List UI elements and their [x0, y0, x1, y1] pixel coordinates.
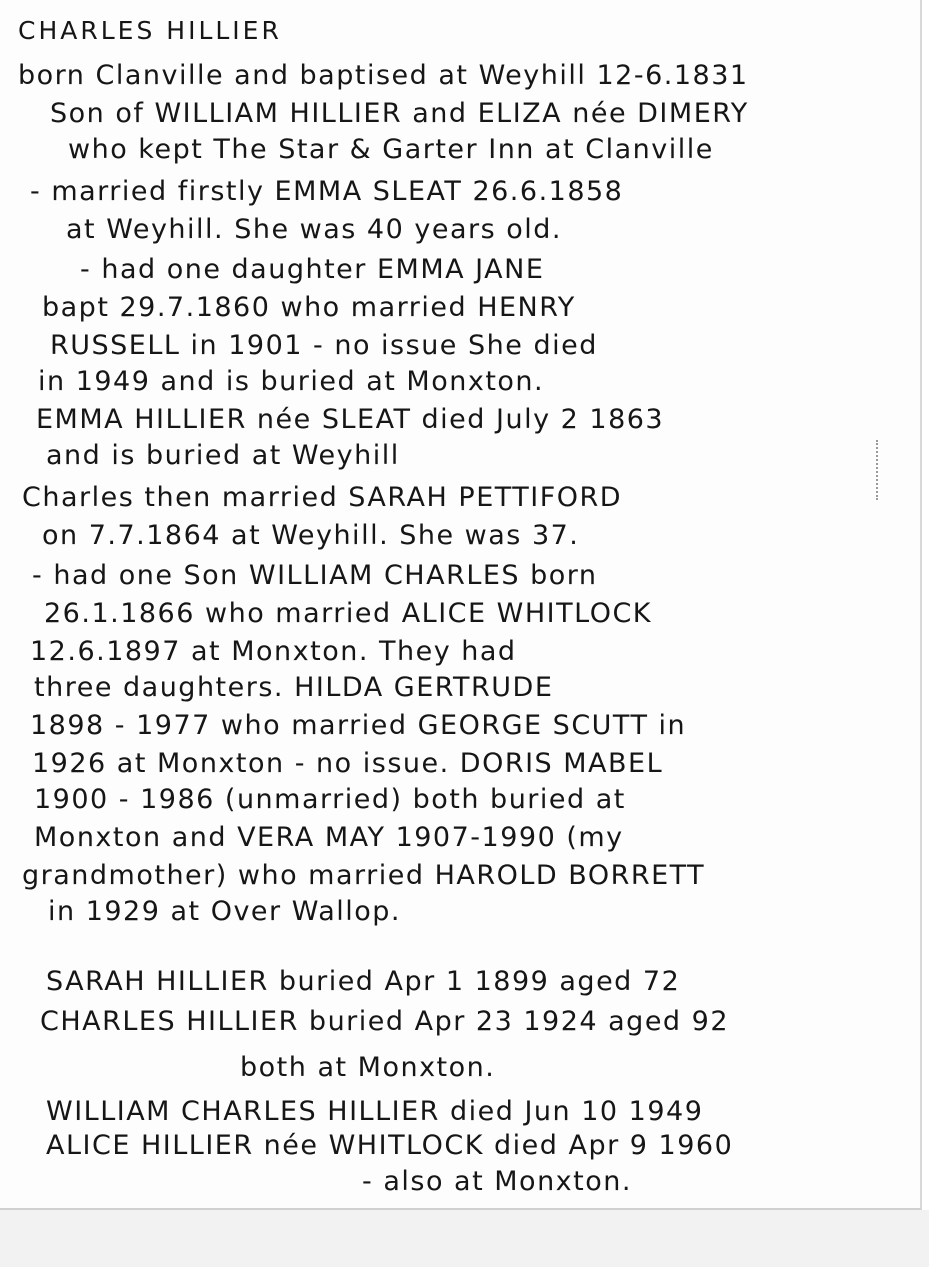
- note-line-4: who kept The Star & Garter Inn at Clanville: [68, 134, 714, 165]
- note-line-1: CHARLES HILLIER: [18, 16, 282, 45]
- note-line-7: - had one daughter EMMA JANE: [80, 254, 545, 285]
- note-line-10: in 1949 and is buried at Monxton.: [38, 366, 545, 397]
- note-line-2: born Clanville and baptised at Weyhill 12-6.1831: [18, 60, 749, 91]
- note-line-15: - had one Son WILLIAM CHARLES born: [32, 560, 598, 591]
- note-line-16: 26.1.1866 who married ALICE WHITLOCK: [44, 598, 653, 629]
- scanner-bed-strip: [0, 1210, 929, 1267]
- note-line-27: both at Monxton.: [240, 1052, 496, 1083]
- note-line-19: 1898 - 1977 who married GEORGE SCUTT in: [30, 710, 687, 741]
- note-line-13: Charles then married SARAH PETTIFORD: [22, 482, 623, 513]
- note-line-8: bapt 29.7.1860 who married HENRY: [42, 292, 576, 323]
- note-line-25: SARAH HILLIER buried Apr 1 1899 aged 72: [46, 966, 681, 997]
- margin-dots: [876, 440, 884, 500]
- note-line-18: three daughters. HILDA GERTRUDE: [34, 672, 554, 703]
- note-line-22: Monxton and VERA MAY 1907-1990 (my: [34, 822, 624, 853]
- note-line-28: WILLIAM CHARLES HILLIER died Jun 10 1949: [46, 1096, 704, 1127]
- note-line-24: in 1929 at Over Wallop.: [48, 896, 401, 927]
- note-line-29: ALICE HILLIER née WHITLOCK died Apr 9 1960: [46, 1130, 734, 1161]
- note-line-9: RUSSELL in 1901 - no issue She died: [50, 330, 598, 361]
- note-line-26: CHARLES HILLIER buried Apr 23 1924 aged 92: [40, 1006, 730, 1037]
- note-line-20: 1926 at Monxton - no issue. DORIS MABEL: [32, 748, 664, 779]
- note-line-30: - also at Monxton.: [362, 1166, 632, 1197]
- note-line-14: on 7.7.1864 at Weyhill. She was 37.: [42, 520, 580, 551]
- note-line-17: 12.6.1897 at Monxton. They had: [30, 636, 517, 667]
- note-line-21: 1900 - 1986 (unmarried) both buried at: [34, 784, 626, 815]
- note-line-5: - married firstly EMMA SLEAT 26.6.1858: [30, 176, 624, 207]
- note-line-6: at Weyhill. She was 40 years old.: [66, 214, 562, 245]
- note-line-3: Son of WILLIAM HILLIER and ELIZA née DIMERY: [50, 98, 749, 129]
- note-line-11: EMMA HILLIER née SLEAT died July 2 1863: [36, 404, 665, 435]
- note-line-23: grandmother) who married HAROLD BORRETT: [22, 860, 706, 891]
- note-line-12: and is buried at Weyhill: [46, 440, 400, 471]
